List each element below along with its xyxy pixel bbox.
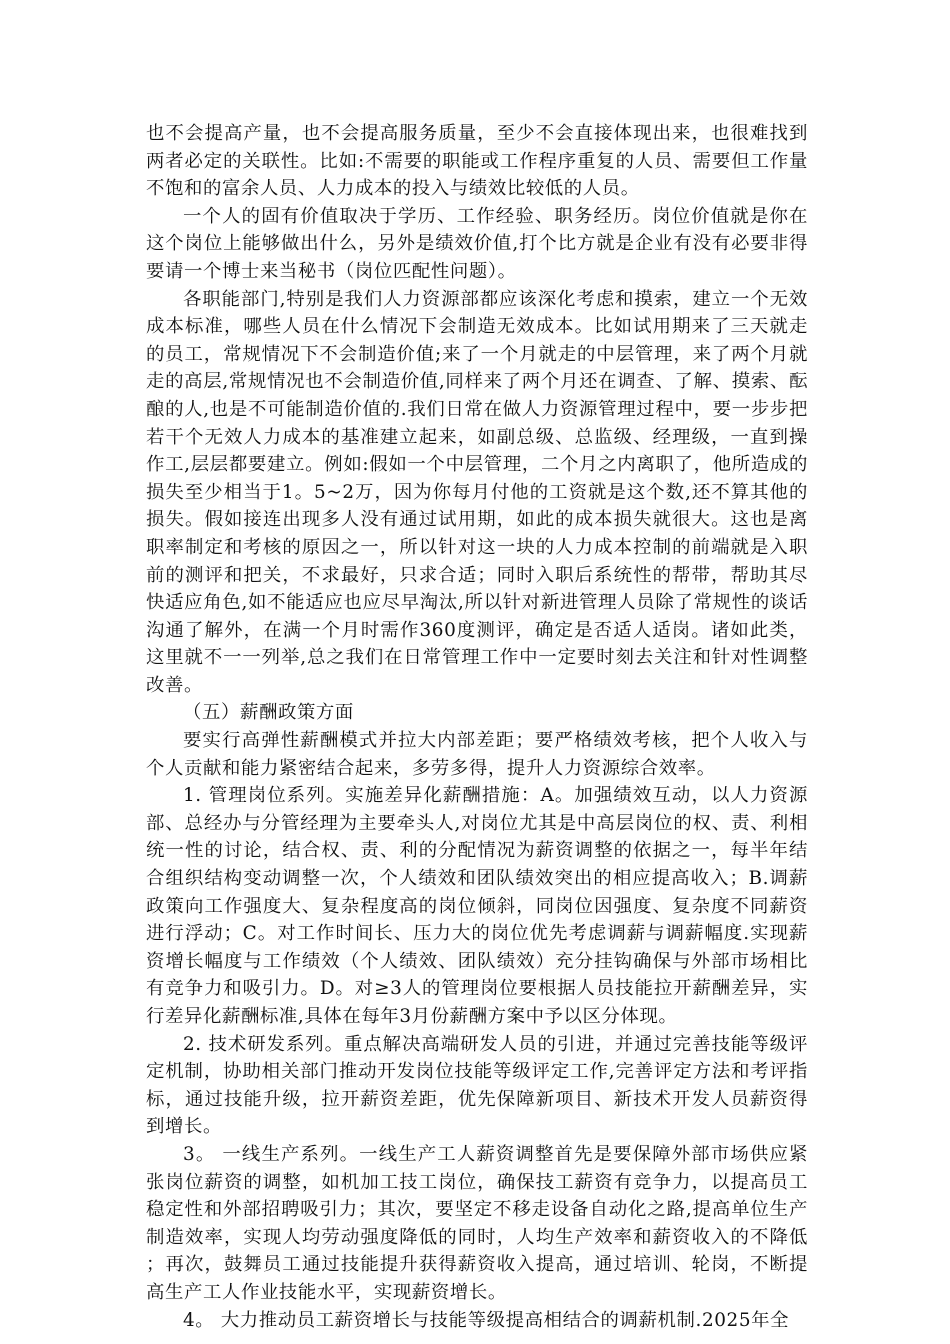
section-heading-compensation-policy: （五）薪酬政策方面: [183, 702, 354, 724]
paragraph-value-types: 一个人的固有价值取决于学历、工作经验、职务经历。岗位价值就是你在这个岗位上能够做出什么，另外是绩效价值,打个比方就是企业有没有必要非得要请一个博士来当秘书（岗位匹配性问题）。: [146, 205, 808, 282]
document-body: [146, 120, 808, 1334]
paragraph-compensation-model: 要实行高弹性薪酬模式并拉大内部差距；要严格绩效考核，把个人收入与个人贡献和能力紧密结合起来，多劳多得，提升人力资源综合效率。: [146, 730, 808, 779]
paragraph-invalid-cost-standard: 各职能部门,特别是我们人力资源部都应该深化考虑和摸索，建立一个无效成本标准，哪些人员在什么情况下会制造无效成本。比如试用期来了三天就走的员工，常规情况下不会制造价值;来了一个月就走的中层管理，来了两个月就走的高层,常规情况也不会制造价值,同样来了两个月还在调查、了解、摸索、酝酿的人,也是不可能制造价值的.我们日常在做人力资源管理过程中，要一步步把若干个无效人力成本的基准建立起来，如副总级、总监级、经理级，一直到操作工,层层都要建立。例如:假如一个中层管理，二个月之内离职了，他所造成的损失至少相当于1。5~2万，因为你每月付他的工资就是这个数,还不算其他的损失。假如接连出现多人没有通过试用期，如此的成本损失就很大。这也是离职率制定和考核的原因之一，所以针对这一块的人力成本控制的前端就是入职前的测评和把关，不求最好，只求合适；同时入职后系统性的帮带，帮助其尽快适应角色,如不能适应也应尽早淘汰,所以针对新进管理人员除了常规性的谈话沟通了解外，在满一个月时需作360度测评，确定是否适人适岗。诸如此类，这里就不一一列举,总之我们在日常管理工作中一定要时刻去关注和针对性调整改善。: [146, 288, 808, 696]
paragraph-management-series: 1. 管理岗位系列。实施差异化薪酬措施：A。加强绩效互动，以人力资源部、总经办与分管经理为主要牵头人,对岗位尤其是中高层岗位的权、责、利相统一性的讨论，结合权、责、利的分配情况为薪资调整的依据之一，每半年结合组织结构变动调整一次，个人绩效和团队绩效突出的相应提高收入；B.调薪政策向工作强度大、复杂程度高的岗位倾斜，同岗位因强度、复杂度不同薪资进行浮动；C。对工作时间长、压力大的岗位优先考虑调薪与调薪幅度.实现薪资增长幅度与工作绩效（个人绩效、团队绩效）充分挂钩确保与外部市场相比有竞争力和吸引力。D。对≥3人的管理岗位要根据人员技能拉开薪酬差异，实行差异化薪酬标准,具体在每年3月份薪酬方案中予以区分体现。: [146, 785, 808, 1027]
paragraph-production-series: 3。 一线生产系列。一线生产工人薪资调整首先是要保障外部市场供应紧张岗位薪资的调整，如机加工技工岗位，确保技工薪资有竞争力，以提高员工稳定性和外部招聘吸引力；其次，要坚定不移走设备自动化之路,提高单位生产制造效率，实现人均劳动强度降低的同时，人均生产效率和薪资收入的不降低；再次，鼓舞员工通过技能提升获得薪资收入提高，通过培训、轮岗，不断提高生产工人作业技能水平，实现薪资增长。: [146, 1143, 808, 1303]
paragraph-skill-linked-salary: 4。 大力推动员工薪资增长与技能等级提高相结合的调薪机制.2025年全: [183, 1309, 790, 1331]
paragraph-continuation: 也不会提高产量，也不会提高服务质量，至少不会直接体现出来，也很难找到两者必定的关联性。比如:不需要的职能或工作程序重复的人员、需要但工作量不饱和的富余人员、人力成本的投入与绩效比较低的人员。: [146, 123, 808, 200]
paragraph-rd-series: 2. 技术研发系列。重点解决高端研发人员的引进，并通过完善技能等级评定机制，协助相关部门推动开发岗位技能等级评定工作,完善评定方法和考评指标，通过技能升级，拉开薪资差距，优先保障新项目、新技术开发人员薪资得到增长。: [146, 1033, 808, 1138]
